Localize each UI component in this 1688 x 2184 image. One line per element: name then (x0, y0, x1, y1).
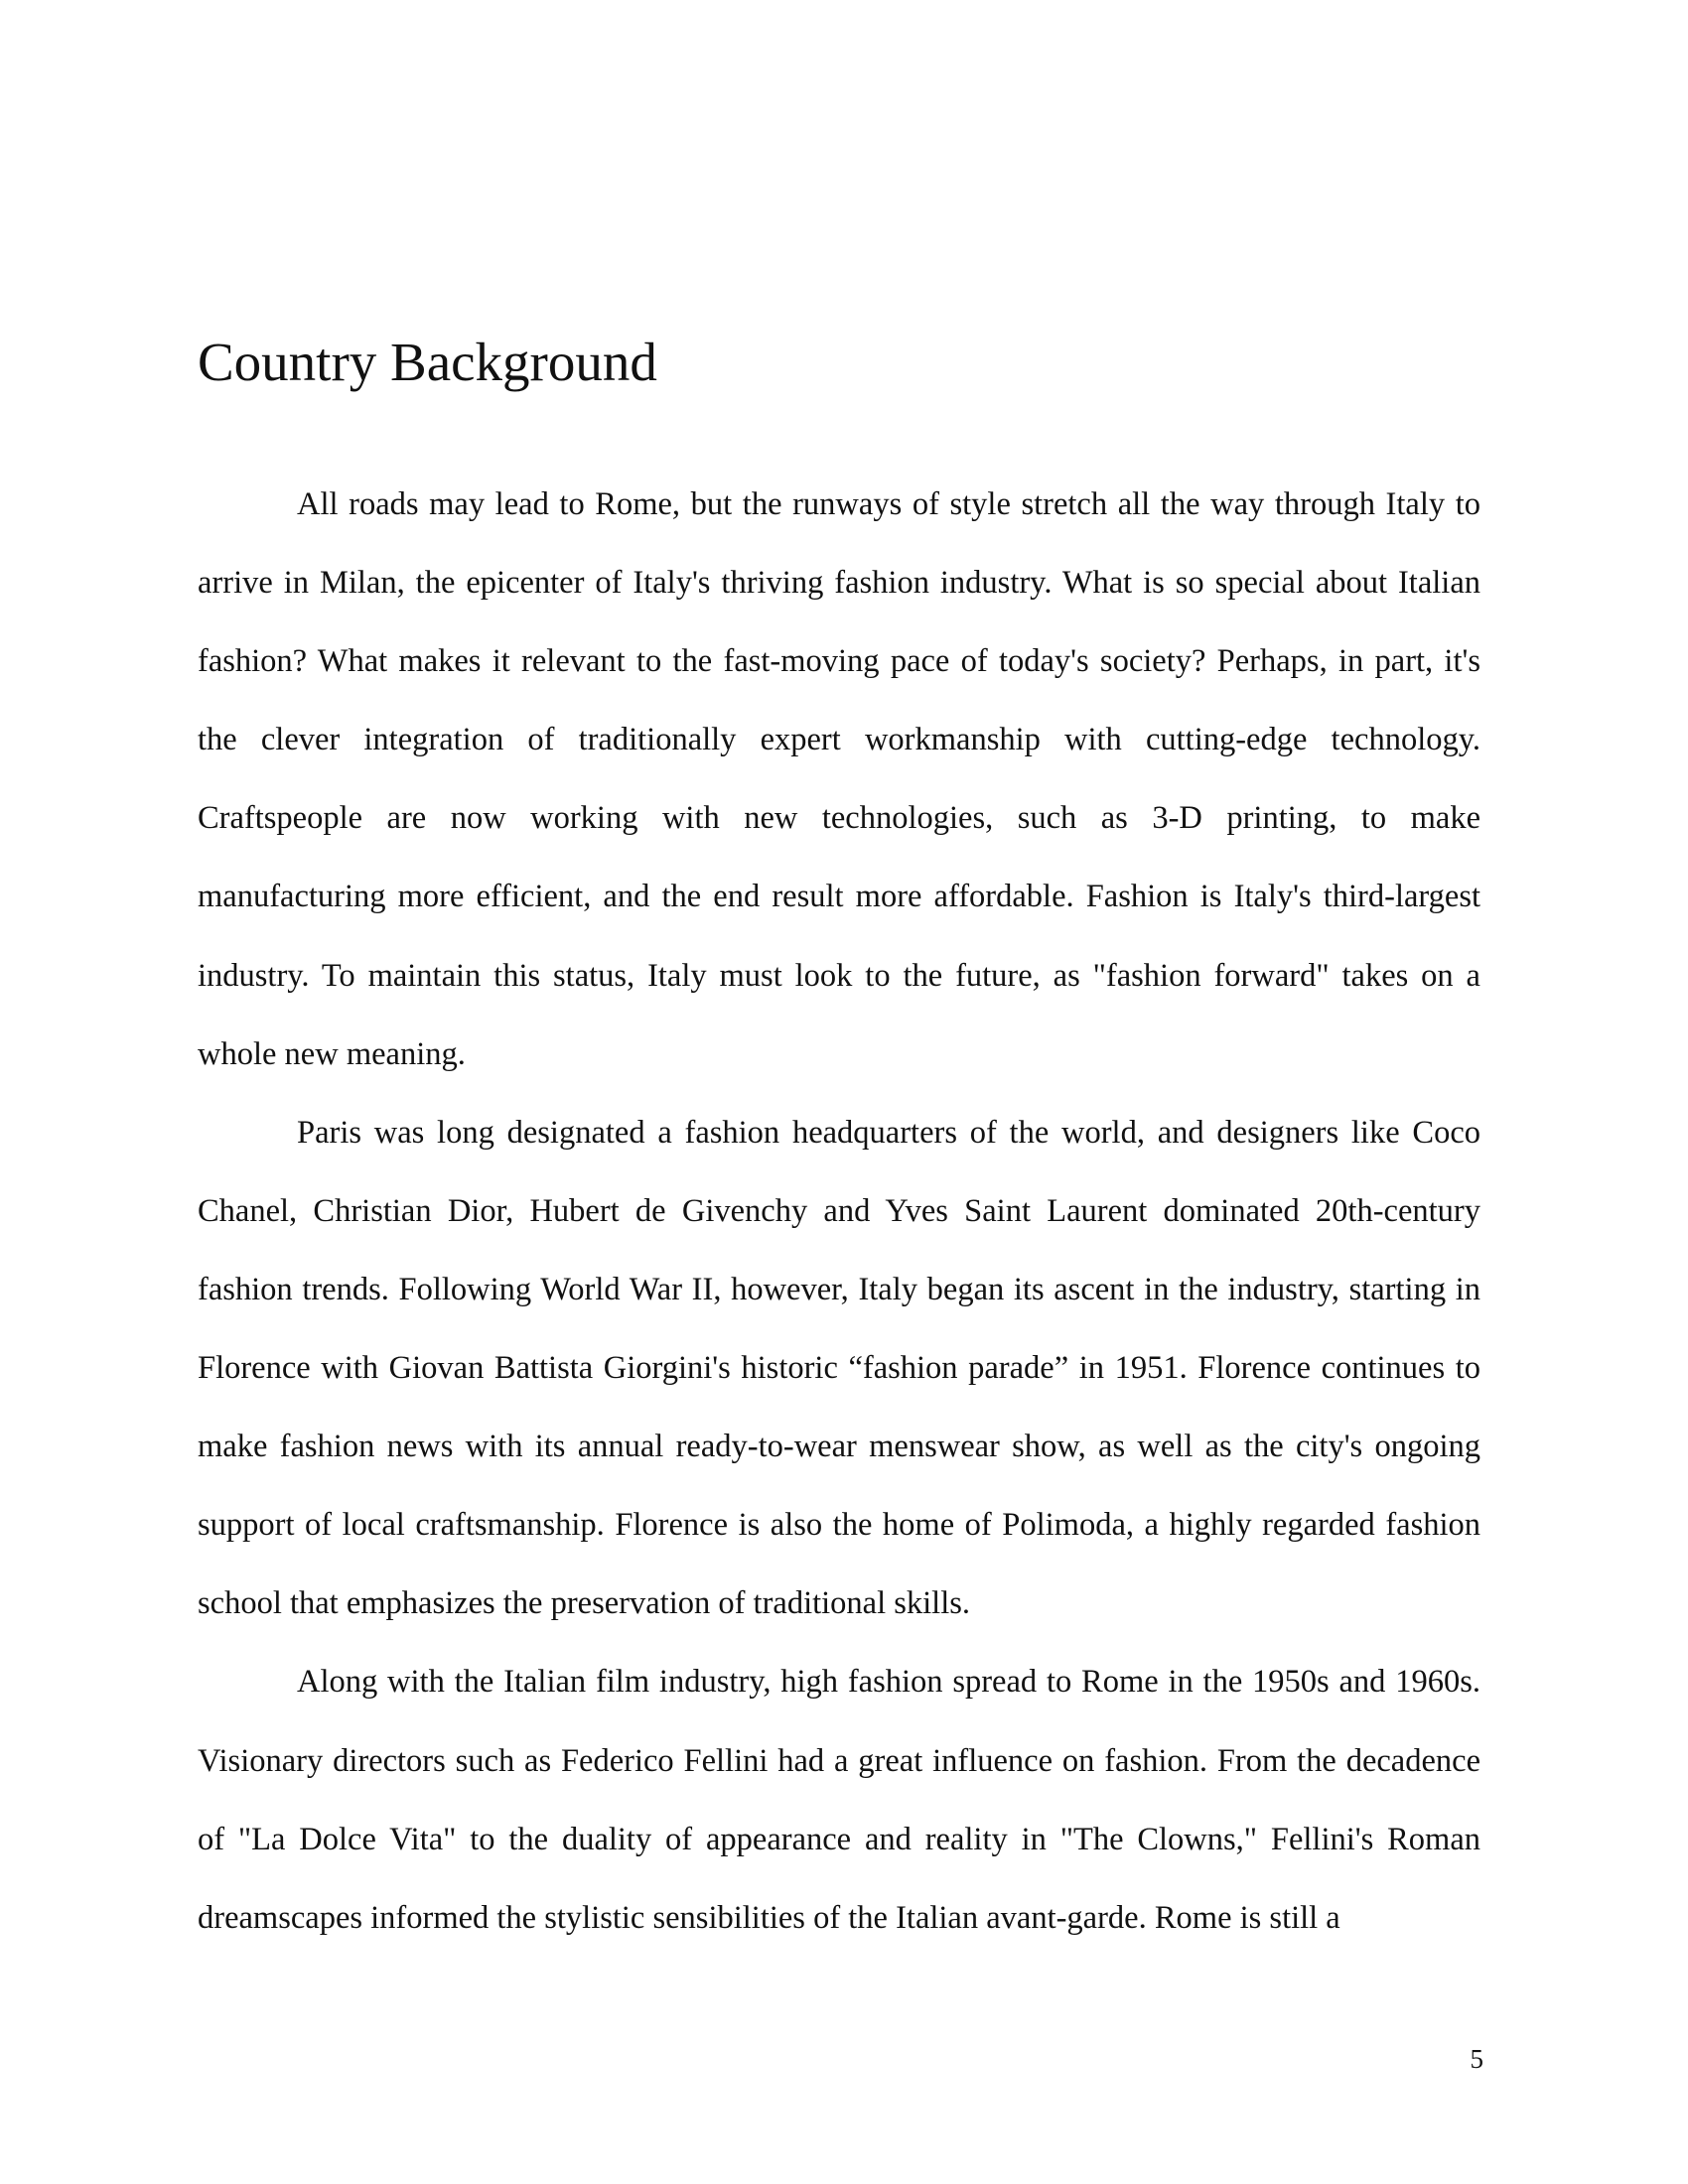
paragraph-2: Paris was long designated a fashion headquarters of the world, and designers like Coco Chanel, Christian Dior, Hubert de Givenchy and Yves Saint Laurent dominated 20th-century fashion trends. Following World War II, however, Italy began its ascent in the industry, starting in Florence with Giovan Battista Giorgini's historic “fashion parade” in 1951. Florence continues to make fashion news with its annual ready-to-wear menswear show, as well as the city's ongoing support of local craftsmanship. Florence is also the home of Polimoda, a highly regarded fashion school that emphasizes the preservation of traditional skills. (198, 1114, 1480, 1622)
section-heading: Country Background (198, 332, 657, 392)
paragraph-1: All roads may lead to Rome, but the runways of style stretch all the way through Italy to arrive in Milan, the epicenter of Italy's thriving fashion industry. What is so special about Italian fashion? What makes it relevant to the fast-moving pace of today's society? Perhaps, in part, it's the clever integration of traditionally expert workmanship with cutting-edge technology. Craftspeople are now working with new technologies, such as 3-D printing, to make manufacturing more efficient, and the end result more affordable. Fashion is Italy's third-largest industry. To maintain this status, Italy must look to the future, as "fashion forward" takes on a whole new meaning. (198, 486, 1480, 1072)
paragraph-3: Along with the Italian film industry, high fashion spread to Rome in the 1950s and 1960s. Visionary directors such as Federico Fellini had a great influence on fashion. From the decadence of "La Dolce Vita" to the duality of appearance and reality in "The Clowns," Fellini's Roman dreamscapes informed the stylistic sensibilities of the Italian avant-garde. Rome is still a (198, 1664, 1480, 1936)
body-text (198, 466, 1480, 1958)
page-number: 5 (1470, 2044, 1483, 2074)
